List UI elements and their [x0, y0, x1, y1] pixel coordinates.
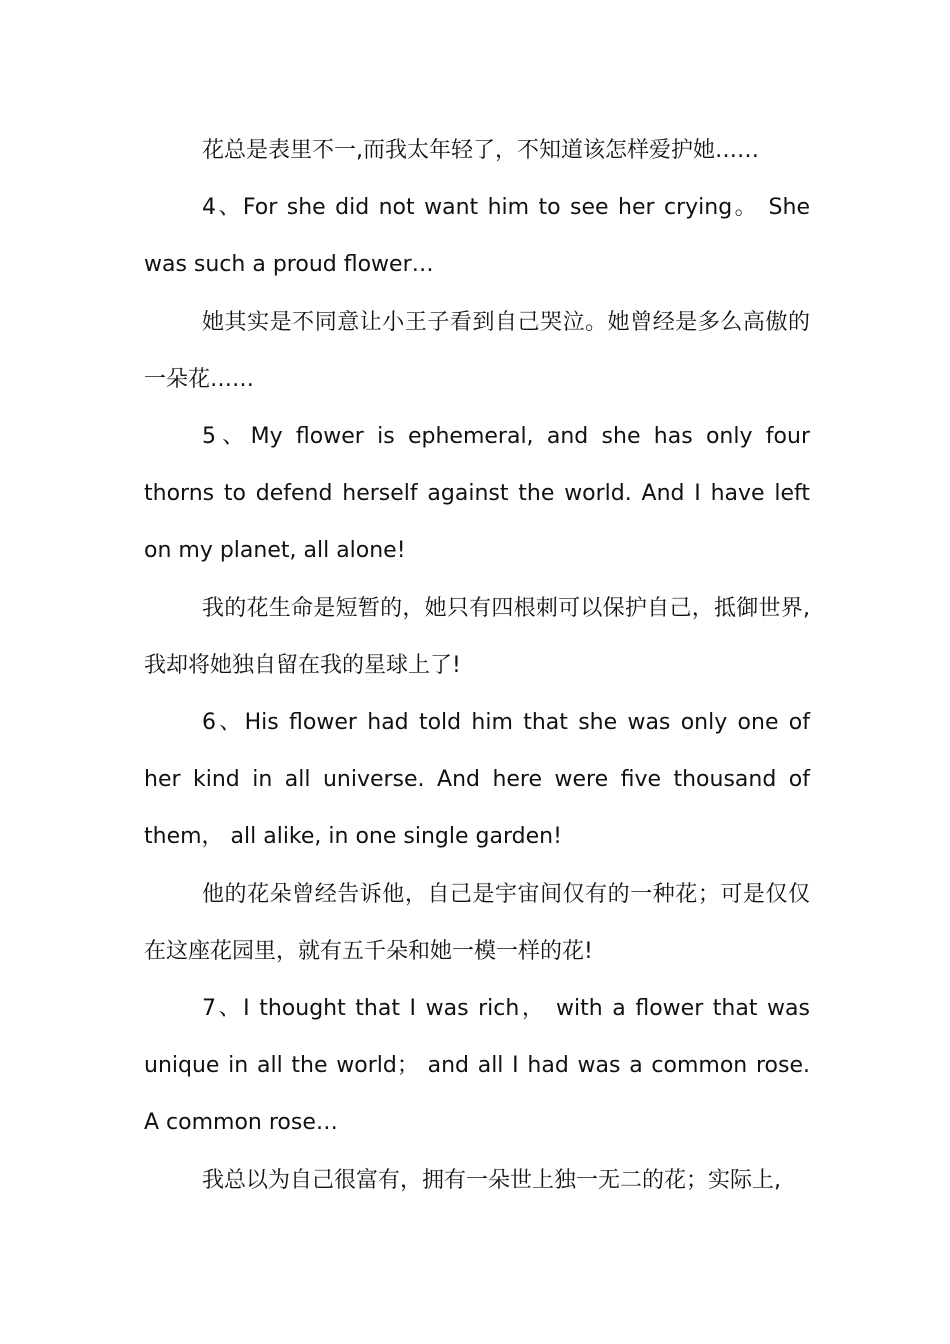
paragraph-9: 我总以为自己很富有，拥有一朵世上独一无二的花；实际上,	[202, 1167, 781, 1193]
paragraph-6: 6、His flower had told him that she was only one of her kind in all universe. And here were five thousand of them， all alike, in one single garden!	[144, 710, 810, 850]
paragraph-7: 他的花朵曾经告诉他，自己是宇宙间仅有的一种花；可是仅仅在这座花园里，就有五千朵和她一模一样的花!	[144, 881, 810, 964]
paragraph-8: 7、I thought that I was rich， with a flower that was unique in all the world； and all I had was a common rose. A common rose…	[144, 996, 810, 1136]
paragraph-3: 她其实是不同意让小王子看到自己哭泣。她曾经是多么高傲的一朵花……	[144, 309, 810, 392]
document-body	[144, 122, 810, 1209]
paragraph-5: 我的花生命是短暂的，她只有四根刺可以保护自己，抵御世界,我却将她独自留在我的星球上了!	[144, 595, 810, 678]
paragraph-2: 4、For she did not want him to see her crying。 She was such a proud flower…	[144, 195, 810, 278]
paragraph-4: 5、My flower is ephemeral, and she has only four thorns to defend herself against the world. And I have left on my planet, all alone!	[144, 424, 810, 564]
paragraph-1: 花总是表里不一,而我太年轻了，不知道该怎样爱护她……	[202, 138, 759, 163]
